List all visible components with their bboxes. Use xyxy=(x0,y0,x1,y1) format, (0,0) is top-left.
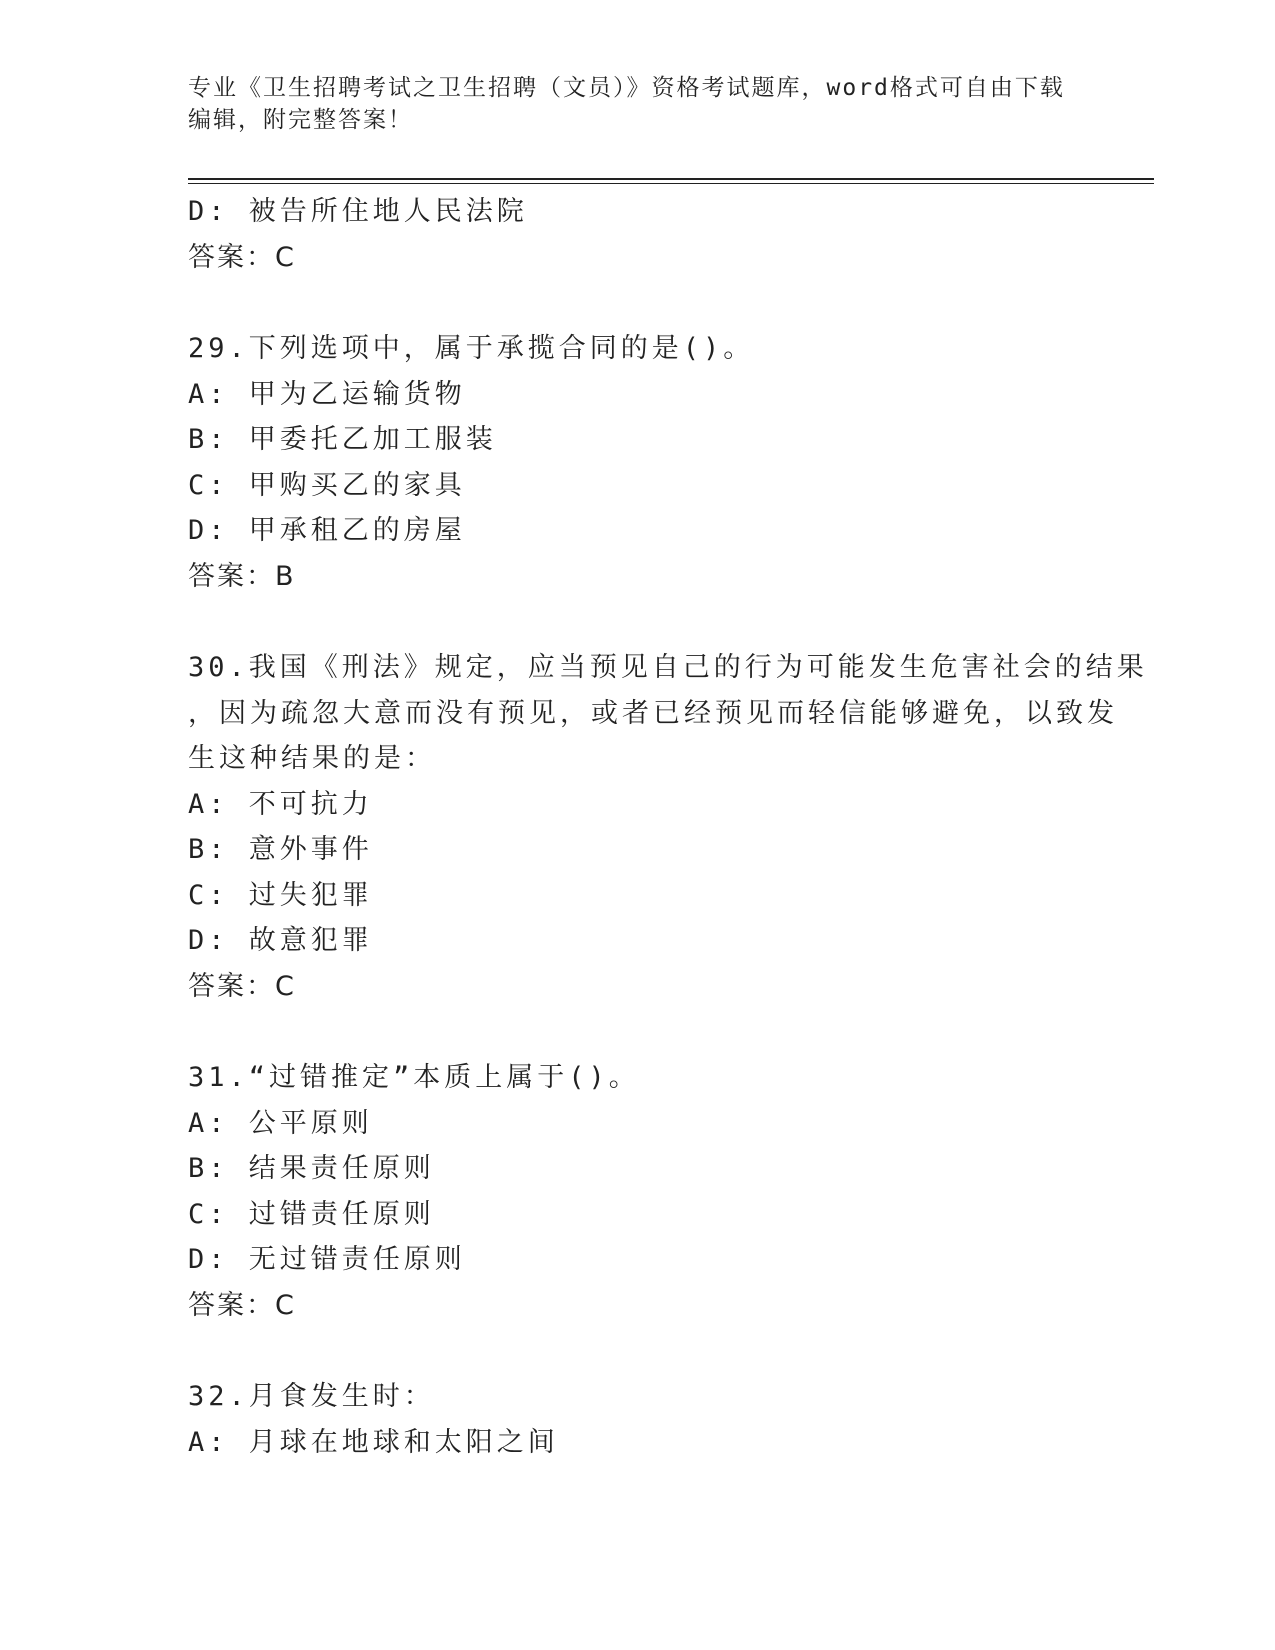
option-d: D: 被告所住地人民法院 xyxy=(188,196,528,227)
answer: 答案：C xyxy=(188,241,296,273)
document-header xyxy=(188,72,1068,136)
option-a: A: 不可抗力 xyxy=(188,788,373,820)
question-list xyxy=(188,189,1148,1465)
option-b: B: 甲委托乙加工服装 xyxy=(188,424,497,455)
question-29 xyxy=(188,326,1088,599)
option-c: C: 甲购买乙的家具 xyxy=(188,469,466,501)
header-line-1: 专业《卫生招聘考试之卫生招聘（文员）》资格考试题库，word格式可自由下载 xyxy=(188,75,1065,101)
option-c: C: 过失犯罪 xyxy=(188,879,373,911)
header-divider xyxy=(188,178,1154,180)
question-31 xyxy=(188,1055,1088,1328)
question-stem: 31.“过错推定”本质上属于()。 xyxy=(188,1062,640,1093)
question-32 xyxy=(188,1374,1088,1465)
option-d: D: 甲承租乙的房屋 xyxy=(188,515,466,546)
question-28-tail xyxy=(188,189,1088,280)
question-stem-line-1: 30.我国《刑法》规定，应当预见自己的行为可能发生危害社会的结果 xyxy=(188,652,1148,683)
question-stem-line-2: ，因为疏忽大意而没有预见，或者已经预见而轻信能够避免，以致发 xyxy=(188,697,1118,729)
question-stem-line-3: 生这种结果的是： xyxy=(188,743,436,774)
question-30 xyxy=(188,645,1148,1009)
option-d: D: 故意犯罪 xyxy=(188,925,373,956)
option-b: B: 意外事件 xyxy=(188,834,373,865)
option-a: A: 甲为乙运输货物 xyxy=(188,378,466,410)
option-b: B: 结果责任原则 xyxy=(188,1153,435,1184)
option-c: C: 过错责任原则 xyxy=(188,1198,435,1230)
answer: 答案：C xyxy=(188,970,296,1002)
answer: 答案：C xyxy=(188,1289,296,1321)
option-a: A: 月球在地球和太阳之间 xyxy=(188,1426,559,1458)
option-a: A: 公平原则 xyxy=(188,1107,373,1139)
answer: 答案：B xyxy=(188,560,296,592)
question-stem: 32.月食发生时： xyxy=(188,1381,435,1412)
header-divider-thin xyxy=(188,183,1154,184)
question-stem: 29.下列选项中，属于承揽合同的是()。 xyxy=(188,333,755,364)
header-line-2: 编辑，附完整答案！ xyxy=(188,107,413,133)
option-d: D: 无过错责任原则 xyxy=(188,1244,466,1275)
